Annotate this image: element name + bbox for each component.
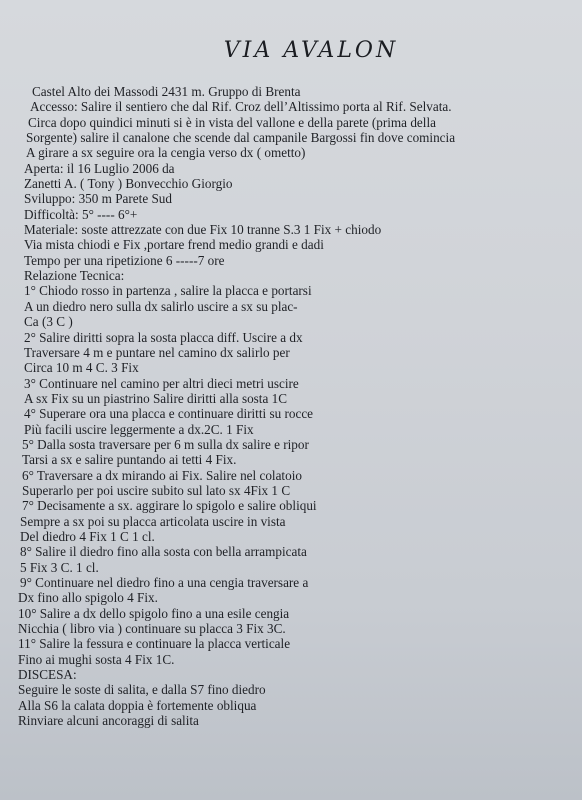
text-line: 4° Superare ora una placca e continuare diritti su rocce xyxy=(24,406,314,422)
text-line: Difficoltà: 5° ---- 6°+ xyxy=(24,206,138,222)
text-line: Superarlo per poi uscire subito sul lato sx 4Fix 1 C xyxy=(22,482,291,498)
text-line: Tempo per una ripetizione 6 -----7 ore xyxy=(24,252,225,268)
text-line: Seguire le soste di salita, e dalla S7 fino diedro xyxy=(18,682,266,698)
text-line: Materiale: soste attrezzate con due Fix 10 tranne S.3 1 Fix + chiodo xyxy=(24,222,382,238)
text-line: Circa dopo quindici minuti si è in vista del vallone e della parete (prima della xyxy=(28,114,436,130)
text-line: Castel Alto dei Massodi 2431 m. Gruppo di Brenta xyxy=(32,84,301,99)
text-line: Ca (3 C ) xyxy=(24,314,73,330)
text-line: 2° Salire diritti sopra la sosta placca diff. Uscire a dx xyxy=(24,329,303,345)
text-line: Nicchia ( libro via ) continuare su placca 3 Fix 3C. xyxy=(18,621,286,637)
text-line: 7° Decisamente a sx. aggirare lo spigolo e salire obliqui xyxy=(22,498,317,514)
text-line: 1° Chiodo rosso in partenza , salire la placca e portarsi xyxy=(24,283,312,299)
text-line: 8° Salire il diedro fino alla sosta con bella arrampicata xyxy=(20,544,307,560)
text-line: Circa 10 m 4 C. 3 Fix xyxy=(24,360,139,376)
text-line: Sviluppo: 350 m Parete Sud xyxy=(24,191,172,207)
text-line: 5° Dalla sosta traversare per 6 m sulla dx salire e ripor xyxy=(22,436,309,452)
text-line: Fino ai mughi sosta 4 Fix 1C. xyxy=(18,651,175,667)
text-line: 5 Fix 3 C. 1 cl. xyxy=(20,559,99,575)
document-title: VIA AVALON xyxy=(223,38,399,63)
text-line: A girare a sx seguire ora la cengia verso dx ( ometto) xyxy=(26,145,306,161)
text-line: Del diedro 4 Fix 1 C 1 cl. xyxy=(20,528,155,544)
text-line: 3° Continuare nel camino per altri dieci metri uscire xyxy=(24,375,299,391)
text-line: Tarsi a sx e salire puntando ai tetti 4 Fix. xyxy=(22,452,237,468)
text-line: Rinviare alcuni ancoraggi di salita xyxy=(18,713,199,729)
text-line: Sempre a sx poi su placca articolata uscire in vista xyxy=(20,513,286,529)
text-line: Alla S6 la calata doppia è fortemente obliqua xyxy=(18,697,257,713)
text-line: 9° Continuare nel diedro fino a una cengia traversare a xyxy=(20,575,309,590)
text-line: Traversare 4 m e puntare nel camino dx salirlo per xyxy=(24,344,290,360)
route-description xyxy=(18,84,568,728)
text-line: Zanetti A. ( Tony ) Bonvecchio Giorgio xyxy=(24,176,233,192)
text-line: A sx Fix su un piastrino Salire diritti alla sosta 1C xyxy=(24,390,288,406)
text-line: Via mista chiodi e Fix ,portare frend medio grandi e dadi xyxy=(24,237,324,253)
text-line: 10° Salire a dx dello spigolo fino a una esile cengia xyxy=(18,605,290,621)
text-line: 6° Traversare a dx mirando ai Fix. Salire nel colatoio xyxy=(22,467,302,483)
text-line: 11° Salire la fessura e continuare la placca verticale xyxy=(18,636,291,652)
text-line: DISCESA: xyxy=(18,667,77,683)
text-line: Accesso: Salire il sentiero che dal Rif. Croz dell’Altissimo porta al Rif. Selvata. xyxy=(30,99,452,115)
text-line: A un diedro nero sulla dx salirlo uscire a sx su plac- xyxy=(24,298,298,314)
text-line: Sorgente) salire il canalone che scende dal campanile Bargossi fin dove comincia xyxy=(26,130,456,146)
text-line: Dx fino allo spigolo 4 Fix. xyxy=(18,590,158,606)
text-line: Più facili uscire leggermente a dx.2C. 1 Fix xyxy=(24,421,254,437)
text-line: Aperta: il 16 Luglio 2006 da xyxy=(24,160,175,176)
text-line: Relazione Tecnica: xyxy=(24,268,125,284)
